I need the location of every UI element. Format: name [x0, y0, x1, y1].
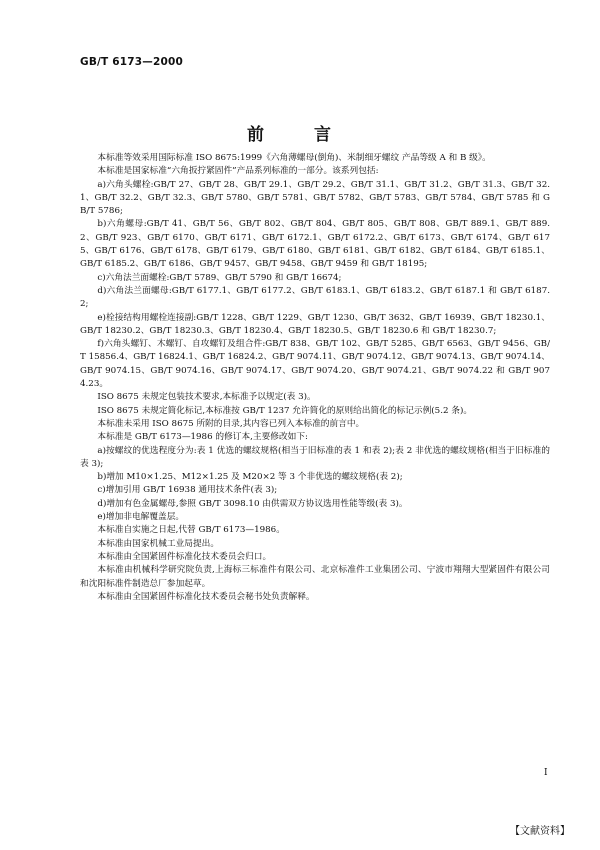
page-title: 前 言	[247, 125, 353, 145]
paragraph: 本标准未采用 ISO 8675 所附的目录,其内容已列入本标准的前言中。	[97, 418, 365, 429]
paragraph: 本标准由国家机械工业局提出。	[97, 538, 220, 549]
list-item: a)按螺纹的优选程度分为:表 1 优选的螺纹规格(相当于旧标准的表 1 和表 2);表 2 非优选的螺纹规格(相当于旧标准的表 3);	[80, 445, 550, 469]
list-item: b)增加 M10×1.25、M12×1.25 及 M20×2 等 3 个非优选的螺纹规格(表 2);	[97, 472, 403, 483]
list-item: e)增加非电解覆盖层。	[97, 512, 185, 523]
paragraph: 本标准自实施之日起,代替 GB/T 6173—1986。	[97, 525, 285, 536]
list-item: e)栓接结构用螺栓连接副:GB/T 1228、GB/T 1229、GB/T 1230、GB/T 3632、GB/T 16939、GB/T 18230.1、GB/T 18230.2、GB/T 18230.3、GB/T 18230.4、GB/T 18230.5、GB/T 18230.6 和 GB/T 18230.7;	[80, 312, 550, 336]
paragraph: ISO 8675 未规定简化标记,本标准按 GB/T 1237 允许简化的原则给出简化的标记示例(5.2 条)。	[97, 405, 473, 416]
list-item: d)六角法兰面螺母:GB/T 6177.1、GB/T 6177.2、GB/T 6183.1、GB/T 6183.2、GB/T 6187.1 和 GB/T 6187.2;	[80, 285, 550, 310]
list-item: b)六角螺母:GB/T 41、GB/T 56、GB/T 802、GB/T 804、GB/T 805、GB/T 808、GB/T 889.1、GB/T 889.2、GB/T 923、GB/T 6170、GB/T 6171、GB/T 6172.1、GB/T 6172.2、GB/T 6173、GB/T 6174、GB/T 6175、GB/T 6176、GB/T 6178、GB/T 6179、GB/T 6180、GB/T 6181、GB/T 6182、GB/T 6184、GB/T 6185.1、GB/T 6185.2、GB/T 6186、GB/T 9457、GB/T 9458、GB/T 9459 和 GB/T 18195;	[80, 219, 550, 270]
list-item: a)六角头螺栓:GB/T 27、GB/T 28、GB/T 29.1、GB/T 29.2、GB/T 31.1、GB/T 31.2、GB/T 31.3、GB/T 32.1、GB/T 32.2、GB/T 32.3、GB/T 5780、GB/T 5781、GB/T 5782、GB/T 5783、GB/T 5784、GB/T 5785 和 GB/T 5786;	[80, 179, 550, 217]
paragraph: 本标准由全国紧固件标准化技术委员会归口。	[97, 551, 272, 562]
paragraph: 本标准由全国紧固件标准化技术委员会秘书处负责解释。	[97, 591, 315, 602]
watermark-label: 【文献资料】	[510, 826, 570, 837]
paragraph: ISO 8675 未规定包装技术要求,本标准予以规定(表 3)。	[97, 392, 316, 403]
preface-body	[80, 152, 550, 604]
page-number: I	[544, 768, 548, 778]
paragraph: 本标准是国家标准“六角扳拧紧固件”产品系列标准的一部分。该系列包括:	[97, 166, 379, 177]
list-item: d)增加有色金属螺母,参照 GB/T 3098.10 由供需双方协议选用性能等级(表 3)。	[97, 498, 408, 509]
list-item: c)增加引用 GB/T 16938 通用技术条件(表 3);	[97, 485, 278, 496]
list-item: f)六角头螺钉、木螺钉、自攻螺钉及组合件:GB/T 838、GB/T 102、GB/T 5285、GB/T 6563、GB/T 9456、GB/T 15856.4、GB/T 16824.1、GB/T 16824.2、GB/T 9074.11、GB/T 9074.12、GB/T 9074.13、GB/T 9074.14、GB/T 9074.15、GB/T 9074.16、GB/T 9074.17、GB/T 9074.20、GB/T 9074.21、GB/T 9074.22 和 GB/T 9074.23。	[80, 339, 550, 390]
paragraph: 本标准由机械科学研究院负责,上海标三标准件有限公司、北京标准件工业集团公司、宁波市翔翔大型紧固件有限公司和沈阳标准件制造总厂参加起草。	[80, 565, 550, 589]
list-item: c)六角法兰面螺栓:GB/T 5789、GB/T 5790 和 GB/T 16674;	[97, 272, 342, 283]
paragraph: 本标准是 GB/T 6173—1986 的修订本,主要修改如下:	[97, 432, 308, 443]
standard-number: GB/T 6173—2000	[80, 56, 184, 68]
paragraph: 本标准等效采用国际标准 ISO 8675:1999《六角薄螺母(倒角)、米制细牙螺纹 产品等级 A 和 B 级》。	[97, 153, 491, 163]
